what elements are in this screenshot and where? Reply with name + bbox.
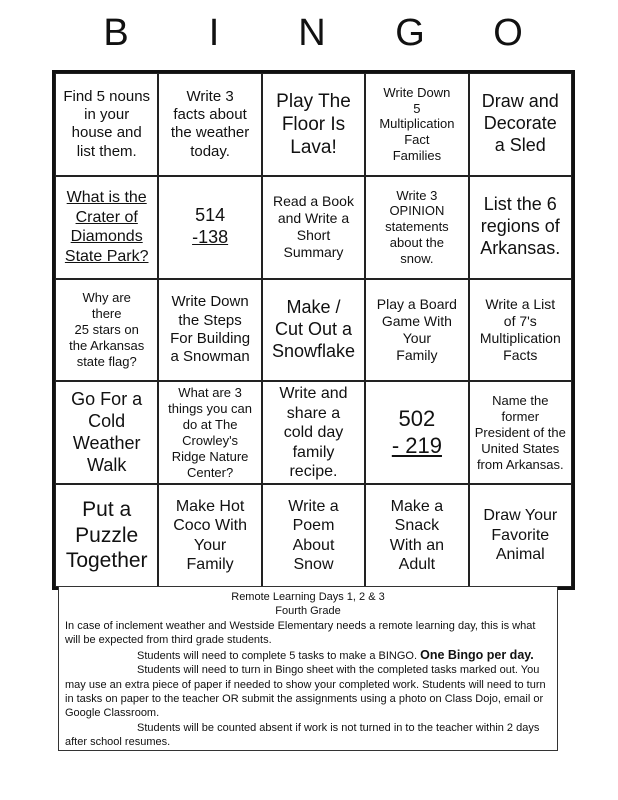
bingo-cell: Write and share a cold day family recipe. [262,381,365,484]
instructions-absent: Students will be counted absent if work is not turned in to the teacher within 2 days after school resumes. [65,721,540,748]
instructions-grade: Fourth Grade [275,605,341,618]
bingo-cell: Write a List of 7's Multiplication Facts [469,279,572,382]
bingo-cell: List the 6 regions of Arkansas. [469,176,572,279]
instructions-intro: In case of inclement weather and Westside Elementary needs a remote learning day, this is what will be expected from third grade students. [65,619,536,646]
bingo-cell: Draw Your Favorite Animal [469,484,572,587]
bingo-cell: Write Down 5 Multiplication Fact Families [365,73,468,176]
bingo-cell: Write a Poem About Snow [262,484,365,587]
bingo-cell: Make Hot Coco With Your Family [158,484,261,587]
bingo-cell: Draw and Decorate a Sled [469,73,572,176]
bingo-cell: Write 3 OPINION statements about the snow. [365,176,468,279]
bingo-cell: Name the former President of the United States from Arkansas. [469,381,572,484]
title-letter-i: I [208,11,220,54]
instructions-turn-in: Students will need to turn in Bingo sheet with the completed tasks marked out. You may use an extra piece of paper if needed to show your completed work. Students will need to turn in tasks on paper to the teacher OR submit the assignments using a photo on Class Dojo, email or Google Classroom. [65,664,546,720]
bingo-grid [52,70,575,590]
bingo-title [52,8,572,58]
bingo-cell: Play The Floor Is Lava! [262,73,365,176]
title-letter-b: B [103,11,129,54]
math-bottom-number: - 219 [391,432,442,458]
title-letter-g: G [395,11,425,54]
bingo-cell: What are 3 things you can do at The Crowley's Ridge Nature Center? [158,381,261,484]
bingo-cell: Play a Board Game With Your Family [365,279,468,382]
bingo-cell: Why are there 25 stars on the Arkansas state flag? [55,279,158,382]
bingo-rule-text: Students will need to complete 5 tasks to make a BINGO. [137,650,418,663]
math-top-number: 502 [398,405,436,431]
instructions-heading: Remote Learning Days 1, 2 & 3 [231,591,385,603]
bingo-cell: Put a Puzzle Together [55,484,158,587]
bingo-cell: Write 3 facts about the weather today. [158,73,261,176]
bingo-cell-math [158,176,261,279]
math-top-number: 514 [195,205,226,226]
math-bottom-number: -138 [192,227,229,248]
title-letter-n: N [298,11,326,54]
bingo-cell: What is the Crater of Diamonds State Park? [55,176,158,279]
bingo-cell-math [365,381,468,484]
bingo-rule-bold: One Bingo per day. [420,648,534,663]
bingo-cell: Make a Snack With an Adult [365,484,468,587]
bingo-cell: Write Down the Steps For Building a Snowman [158,279,261,382]
instructions-bingo-rule [65,647,551,663]
bingo-cell: Make / Cut Out a Snowflake [262,279,365,382]
bingo-cell: Find 5 nouns in your house and list them. [55,73,158,176]
bingo-cell: Go For a Cold Weather Walk [55,381,158,484]
title-letter-o: O [493,11,523,54]
bingo-cell: Read a Book and Write a Short Summary [262,176,365,279]
instructions-box [58,586,558,751]
